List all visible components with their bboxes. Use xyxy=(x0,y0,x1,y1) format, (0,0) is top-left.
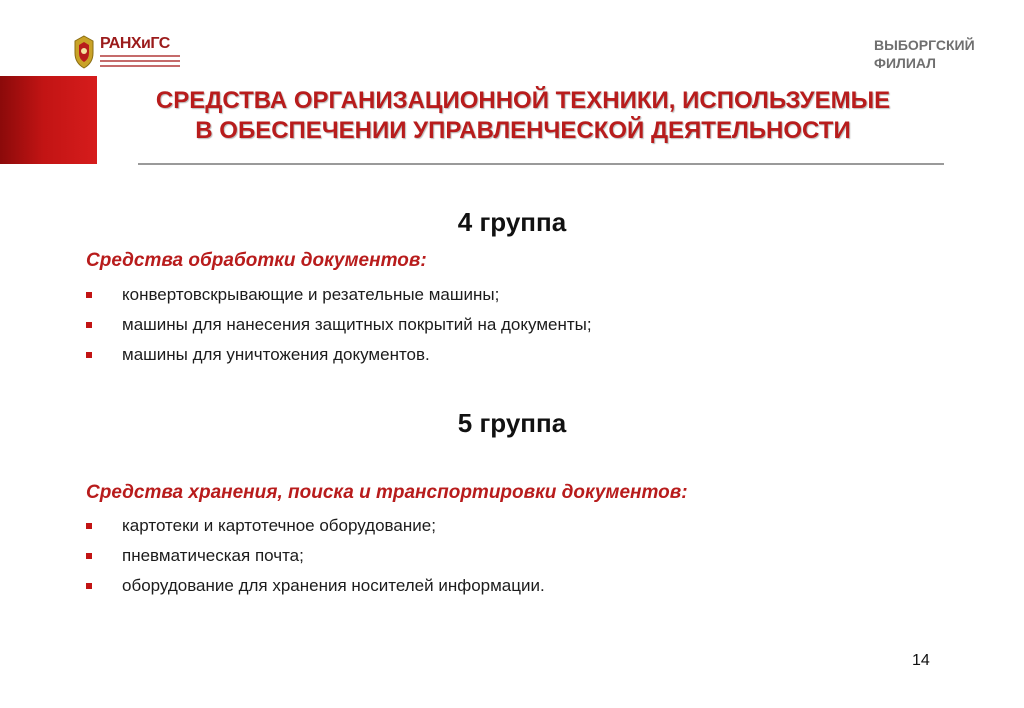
ranepa-logo xyxy=(72,34,182,74)
page-number: 14 xyxy=(912,652,930,669)
bullet-square-icon xyxy=(86,292,92,298)
bullet-square-icon xyxy=(86,352,92,358)
logo-text: РАНХиГС xyxy=(100,35,170,52)
logo-subtitle-lines xyxy=(100,55,180,70)
bullet-square-icon xyxy=(86,553,92,559)
bullet-square-icon xyxy=(86,322,92,328)
slide-title-line-1: СРЕДСТВА ОРГАНИЗАЦИОННОЙ ТЕХНИКИ, ИСПОЛЬЗУЕМЫЕ xyxy=(155,87,891,114)
bullet-square-icon xyxy=(86,583,92,589)
coat-of-arms-icon xyxy=(72,34,96,70)
group-4-category: Средства обработки документов: xyxy=(86,250,427,271)
red-accent-bar xyxy=(0,76,97,164)
group-5-category: Средства хранения, поиска и транспортировки документов: xyxy=(86,482,688,503)
title-divider xyxy=(138,163,944,165)
group-4-heading: 4 группа xyxy=(457,207,567,237)
branch-line-2: ФИЛИАЛ xyxy=(874,55,937,71)
list-item-text: конвертовскрывающие и резательные машины; xyxy=(122,285,500,304)
list-item-text: машины для уничтожения документов. xyxy=(122,345,430,364)
list-item-text: машины для нанесения защитных покрытий на документы; xyxy=(122,315,592,334)
group-5-heading: 5 группа xyxy=(457,408,567,438)
list-item-text: пневматическая почта; xyxy=(122,546,304,565)
slide-title xyxy=(112,86,934,146)
bullet-square-icon xyxy=(86,523,92,529)
list-item-text: картотеки и картотечное оборудование; xyxy=(122,516,436,535)
branch-line-1: ВЫБОРГСКИЙ xyxy=(874,37,975,53)
list-item-text: оборудование для хранения носителей информации. xyxy=(122,576,545,595)
branch-label xyxy=(874,36,984,72)
slide-title-line-2: В ОБЕСПЕЧЕНИИ УПРАВЛЕНЧЕСКОЙ ДЕЯТЕЛЬНОСТИ xyxy=(195,117,851,144)
